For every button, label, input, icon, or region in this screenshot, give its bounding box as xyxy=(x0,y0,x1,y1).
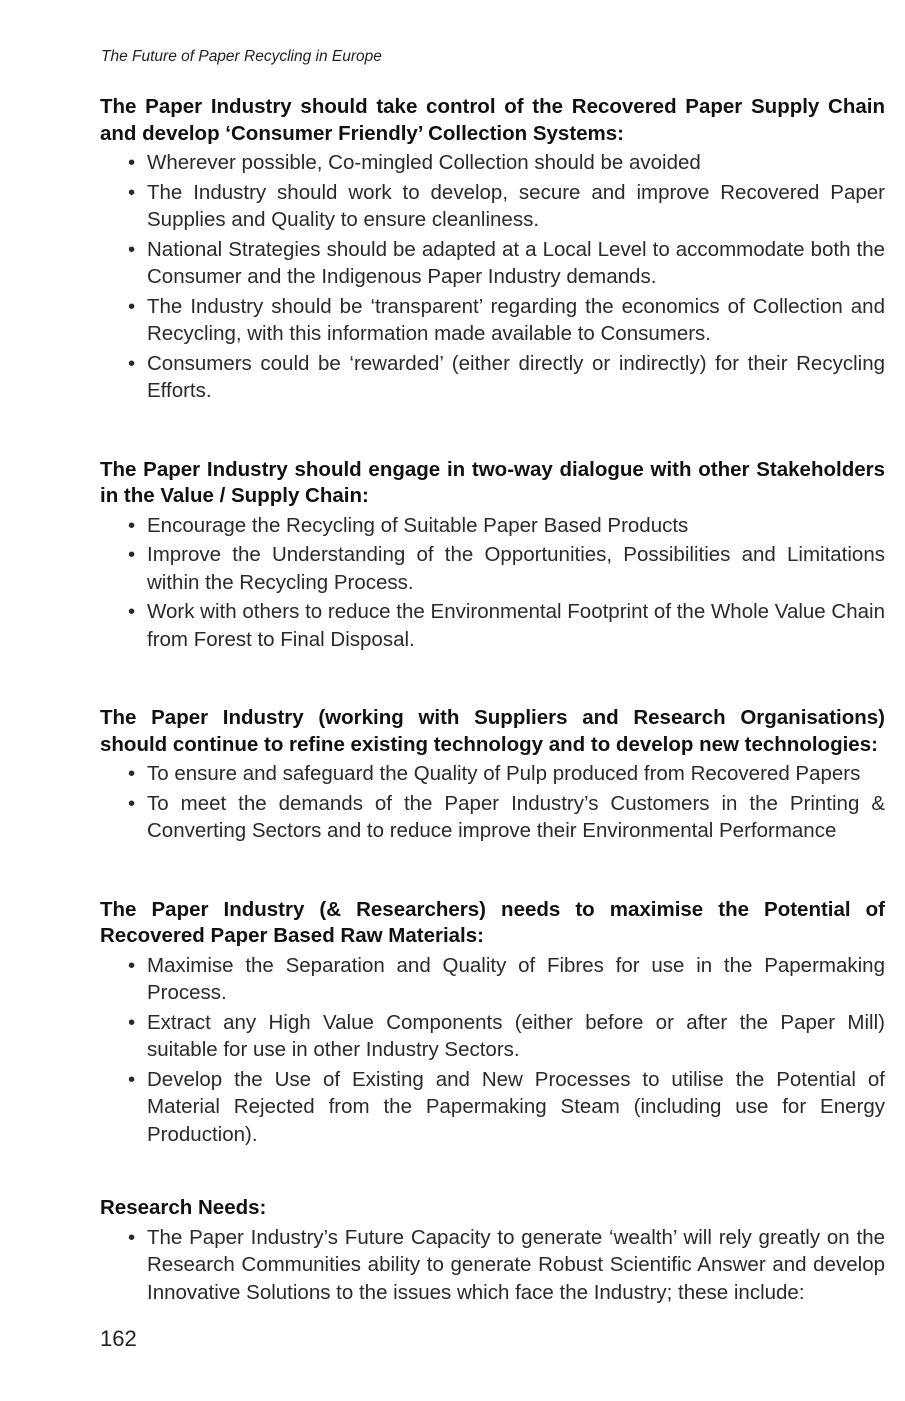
list-item xyxy=(100,512,885,540)
section-heading: The Paper Industry (& Researchers) needs to maximise the Potential of Recovered Paper Based Raw Materials: xyxy=(100,897,885,947)
list-item xyxy=(100,952,885,1007)
page-body xyxy=(100,94,885,1308)
list-item-text: To meet the demands of the Paper Industry’s Customers in the Printing & Converting Sectors and to reduce improve their Environmental Performance xyxy=(147,791,885,842)
list-item xyxy=(100,179,885,234)
list-item-text: Consumers could be ‘rewarded’ (either directly or indirectly) for their Recycling Efforts. xyxy=(147,351,885,402)
list-item-text: Develop the Use of Existing and New Processes to utilise the Potential of Material Rejected from the Papermaking Steam (including use for Energy Production). xyxy=(147,1067,885,1146)
bullet-icon: • xyxy=(128,953,136,977)
bullet-icon: • xyxy=(128,237,136,261)
section-heading: The Paper Industry should engage in two-way dialogue with other Stakeholders in the Value / Supply Chain: xyxy=(100,457,885,507)
section-dialogue xyxy=(100,457,885,654)
list-item-text: The Industry should be ‘transparent’ regarding the economics of Collection and Recycling, with this information made available to Consumers. xyxy=(147,294,885,345)
list-item xyxy=(100,149,885,177)
section-raw-materials xyxy=(100,897,885,1149)
bullet-icon: • xyxy=(128,151,136,174)
bullet-icon: • xyxy=(128,791,136,815)
list-item-text: To ensure and safeguard the Quality of Pulp produced from Recovered Papers xyxy=(147,762,861,785)
list-item xyxy=(100,1224,885,1307)
running-head: The Future of Paper Recycling in Europe xyxy=(101,48,382,65)
section-spacer xyxy=(100,1150,885,1195)
list-item-text: The Paper Industry’s Future Capacity to generate ‘wealth’ will rely greatly on the Research Communities ability to generate Robust Scientific Answer and develop Innovative Solutions to the issues which face the Industry; these include: xyxy=(147,1225,885,1304)
list-item-text: Extract any High Value Components (either before or after the Paper Mill) suitable for use in other Industry Sectors. xyxy=(147,1010,885,1061)
bullet-icon: • xyxy=(128,513,136,537)
list-item xyxy=(100,760,885,788)
list-item xyxy=(100,541,885,596)
bullet-icon: • xyxy=(128,351,136,375)
bullet-icon: • xyxy=(128,600,136,623)
bullet-icon: • xyxy=(128,1010,136,1034)
bullet-list xyxy=(100,760,885,845)
page-number: 162 xyxy=(100,1326,137,1351)
bullet-icon: • xyxy=(128,294,136,318)
bullet-icon: • xyxy=(128,543,136,566)
list-item-text: Wherever possible, Co-mingled Collection should be avoided xyxy=(147,151,701,174)
section-spacer xyxy=(100,655,885,705)
list-item-text: Work with others to reduce the Environmental Footprint of the Whole Value Chain from Forest to Final Disposal. xyxy=(147,600,885,651)
bullet-icon: • xyxy=(128,1225,136,1249)
list-item xyxy=(100,1066,885,1149)
bullet-icon: • xyxy=(128,1067,136,1091)
list-item xyxy=(100,236,885,291)
bullet-icon: • xyxy=(128,180,136,204)
list-item xyxy=(100,790,885,845)
list-item xyxy=(100,350,885,405)
section-supply-chain xyxy=(100,94,885,405)
list-item-text: The Industry should work to develop, secure and improve Recovered Paper Supplies and Quality to ensure cleanliness. xyxy=(147,180,885,231)
list-item-text: Maximise the Separation and Quality of Fibres for use in the Papermaking Process. xyxy=(147,953,885,1004)
section-research-needs xyxy=(100,1195,885,1306)
bullet-icon: • xyxy=(128,762,136,785)
section-spacer xyxy=(100,847,885,897)
section-heading: The Paper Industry (working with Suppliers and Research Organisations) should continue to refine existing technology and to develop new technologies: xyxy=(100,706,885,756)
section-technology xyxy=(100,705,885,845)
list-item-text: Improve the Understanding of the Opportunities, Possibilities and Limitations within the Recycling Process. xyxy=(147,543,885,594)
section-heading: The Paper Industry should take control of the Recovered Paper Supply Chain and develop ‘Consumer Friendly’ Collection Systems: xyxy=(100,95,885,145)
section-spacer xyxy=(100,407,885,457)
bullet-list xyxy=(100,952,885,1149)
list-item-text: National Strategies should be adapted at a Local Level to accommodate both the Consumer and the Indigenous Paper Industry demands. xyxy=(147,237,885,288)
section-heading: Research Needs: xyxy=(100,1196,267,1219)
list-item-text: Encourage the Recycling of Suitable Paper Based Products xyxy=(147,513,689,537)
list-item xyxy=(100,293,885,348)
bullet-list xyxy=(100,149,885,405)
list-item xyxy=(100,598,885,653)
bullet-list xyxy=(100,512,885,654)
list-item xyxy=(100,1009,885,1064)
bullet-list xyxy=(100,1224,885,1307)
